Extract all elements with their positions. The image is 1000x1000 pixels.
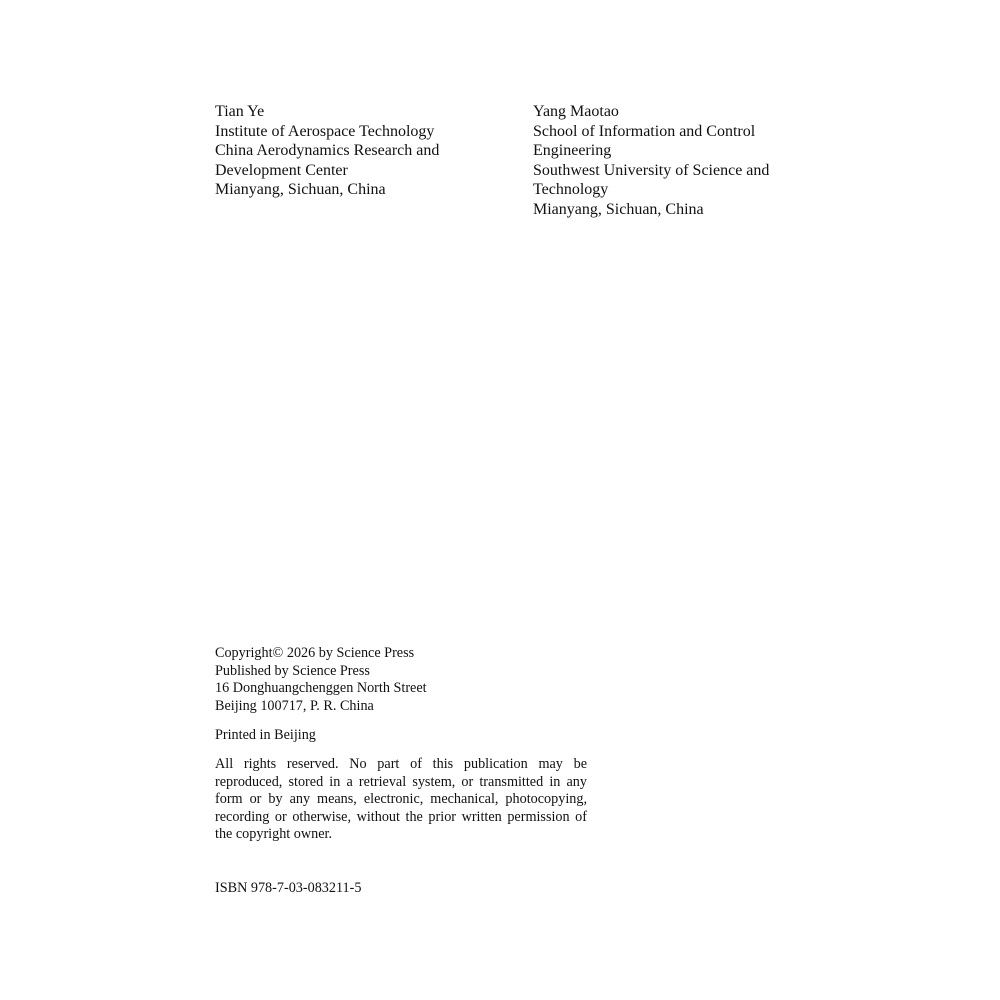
affiliation-line: Institute of Aerospace Technology [215,122,435,140]
printed-in-line: Printed in Beijing [215,726,316,743]
copyright-line: Copyright© 2026 by Science Press [215,645,415,661]
rights-statement: All rights reserved. No part of this publication may be reproduced, stored in a retrieval system, or transmitted in any form or by any means, electronic, mechanical, photocopying, recording or otherwise, without the prior written permission of the copyright owner. [215,755,587,843]
affiliation-line: Mianyang, Sichuan, China [215,181,386,199]
publisher-line: Published by Science Press [215,662,370,679]
affiliation-line: Mianyang, Sichuan, China [533,200,704,218]
affiliation-line: Development Center [215,161,348,179]
affiliation-line: Southwest University of Science and [533,161,770,179]
author-block-tian-ye [215,102,515,200]
author-name: Tian Ye [215,103,265,120]
affiliation-line: School of Information and Control [533,122,756,140]
copyright-section [215,645,587,844]
city-line: Beijing 100717, P. R. China [215,697,374,714]
affiliation-line: Technology [533,181,609,199]
author-name: Yang Maotao [533,103,619,120]
address-line: 16 Donghuangchenggen North Street [215,680,427,697]
affiliation-line: Engineering [533,142,612,160]
author-block-yang-maotao [533,102,833,220]
isbn-number: ISBN 978-7-03-083211-5 [215,880,362,896]
affiliation-line: China Aerodynamics Research and [215,142,440,160]
